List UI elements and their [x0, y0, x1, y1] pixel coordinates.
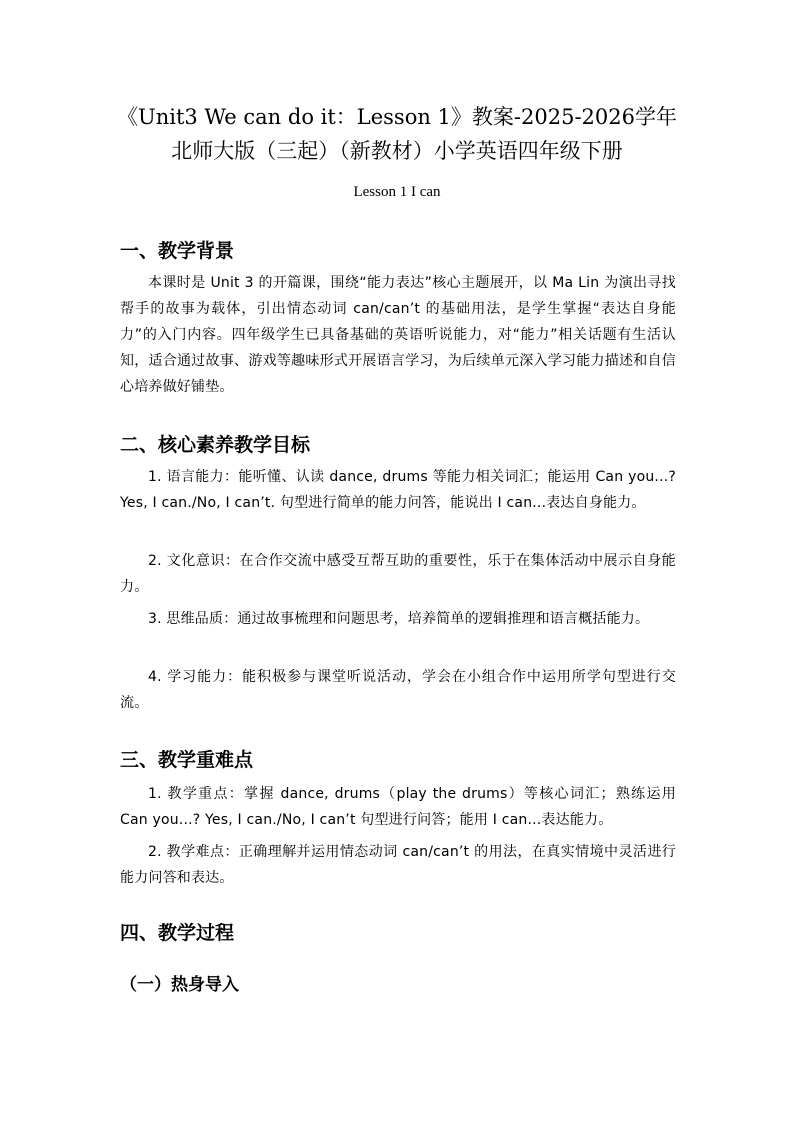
section-heading-background: 一、教学背景 [120, 240, 235, 262]
section-heading-objectives: 二、核心素养教学目标 [120, 434, 311, 456]
lesson-subtitle: Lesson 1 I can [353, 184, 441, 200]
objective-item: 4. 学习能力：能积极参与课堂听说活动，学会在小组合作中运用所学句型进行交流。 [120, 669, 676, 711]
background-paragraph: 本课时是 Unit 3 的开篇课，围绕“能力表达”核心主题展开，以 Ma Lin 为演出寻找帮手的故事为载体，引出情态动词 can/can’t 的基础用法，是学生掌握“表达自身能力”的入门内容。四年级学生已具备基础的英语听说能力，对“能力”相关话题有生活认知，适合通过故事、游戏等趣味形式开展语言学习，为后续单元深入学习能力描述和自信心培养做好铺垫。 [120, 275, 676, 395]
key-point-item: 2. 教学难点：正确理解并运用情态动词 can/can’t 的用法，在真实情境中灵活进行能力问答和表达。 [120, 844, 676, 886]
title-line-2: 北师大版（三起）（新教材）小学英语四年级下册 [171, 139, 623, 163]
section-heading-process: 四、教学过程 [120, 922, 235, 944]
section-heading-key-points: 三、教学重难点 [120, 749, 254, 771]
key-point-item: 1. 教学重点：掌握 dance, drums（play the drums）等核心词汇；熟练运用 Can you...? Yes, I can./No, I can’t 句型进行问答；能用 I can...表达能力。 [120, 786, 676, 828]
document-title [100, 100, 694, 168]
sub-heading-warm-up: （一）热身导入 [120, 975, 239, 995]
objective-item: 1. 语言能力：能听懂、认读 dance, drums 等能力相关词汇；能运用 Can you...? Yes, I can./No, I can’t. 句型进行简单的能力问答，能说出 I can...表达自身能力。 [120, 469, 676, 511]
objective-item: 2. 文化意识：在合作交流中感受互帮互助的重要性，乐于在集体活动中展示自身能力。 [120, 553, 676, 595]
title-line-1: 《Unit3 We can do it：Lesson 1》教案-2025-2026学年 [117, 105, 677, 129]
objective-item: 3. 思维品质：通过故事梳理和问题思考，培养简单的逻辑推理和语言概括能力。 [148, 611, 650, 627]
